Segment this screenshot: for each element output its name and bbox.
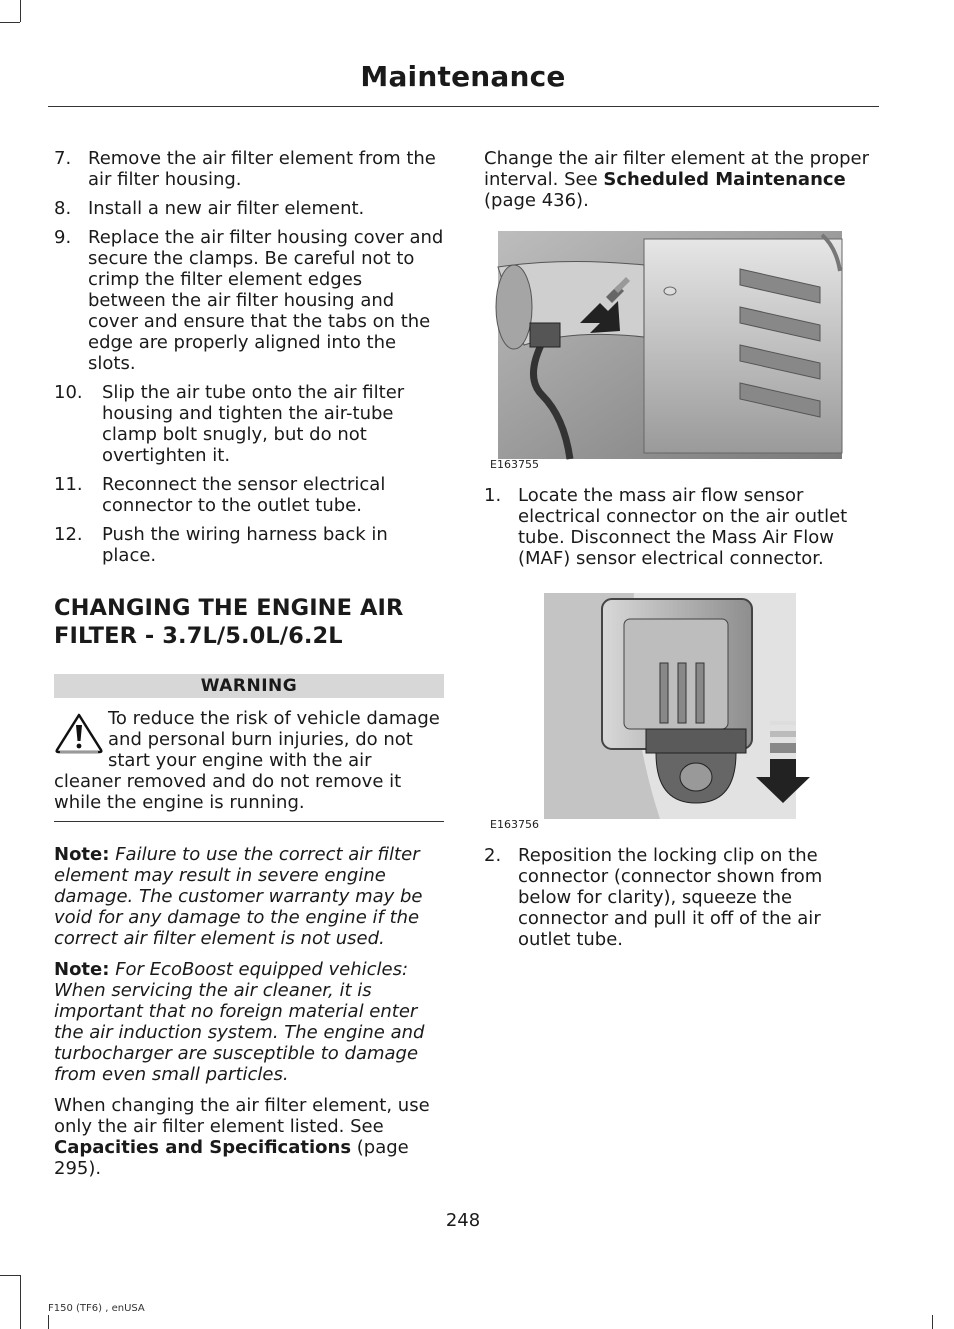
right-column <box>484 148 876 958</box>
step-number: 1. <box>484 485 502 506</box>
note-label: Note: <box>54 959 110 980</box>
paragraph-text: When changing the air filter element, use only the air filter element listed. See <box>54 1095 430 1137</box>
crop-mark <box>0 22 20 23</box>
step-item <box>484 845 876 950</box>
step-item <box>54 382 444 466</box>
crop-mark <box>20 1275 21 1329</box>
crop-mark <box>48 1315 49 1329</box>
step-item <box>54 227 444 374</box>
paragraph-text: (page 436). <box>484 190 589 211</box>
maf-connector-illustration <box>484 589 876 825</box>
paragraph-text: Change the air filter element at the proper interval. See <box>484 148 870 190</box>
notes <box>54 844 444 1085</box>
step-text: Locate the mass air flow sensor electrical connector on the air outlet tube. Disconnect the Mass Air Flow (MAF) sensor electrical connector. <box>518 485 848 569</box>
figure-maf-connector <box>484 589 876 837</box>
paragraph-text: (page 295). <box>54 1137 409 1179</box>
left-column <box>54 148 444 1189</box>
crop-mark <box>0 1275 20 1276</box>
step-text: Slip the air tube onto the air filter housing and tighten the air-tube clamp bolt snugly, but do not overtighten it. <box>102 382 405 466</box>
step-text: Push the wiring harness back in place. <box>102 524 388 566</box>
step-item <box>54 524 444 566</box>
note-paragraph <box>54 959 444 1085</box>
note-text: For EcoBoost equipped vehicles: When servicing the air cleaner, it is important that no foreign material enter the air induction system. The engine and turbocharger are susceptible to damage from even small particles. <box>54 959 425 1085</box>
cross-reference-link[interactable]: Capacities and Specifications <box>54 1137 352 1158</box>
note-text: Failure to use the correct air filter element may result in severe engine damage. The customer warranty may be void for any damage to the engine if the correct air filter element is not used. <box>54 844 423 949</box>
step-item <box>54 474 444 516</box>
step-text: Reposition the locking clip on the connector (connector shown from below for clarity), squeeze the connector and pull it off of the air outlet tube. <box>518 845 823 950</box>
figure-code: E163756 <box>490 818 539 831</box>
step-number: 12. <box>54 524 83 545</box>
step-number: 11. <box>54 474 83 495</box>
warning-text: To reduce the risk of vehicle damage and personal burn injuries, do not start your engine with the air cleaner removed and do not remove it while the engine is running. <box>54 708 440 813</box>
step-text: Remove the air filter element from the air filter housing. <box>88 148 436 190</box>
interval-paragraph <box>484 148 876 211</box>
figure-air-filter-housing <box>484 227 876 477</box>
section-heading: CHANGING THE ENGINE AIR FILTER - 3.7L/5.0L/6.2L <box>54 595 404 649</box>
step-text: Install a new air filter element. <box>88 198 365 219</box>
page-number: 248 <box>445 1210 481 1231</box>
crop-mark <box>932 1315 933 1329</box>
air-filter-housing-illustration <box>484 227 876 465</box>
step-text: Replace the air filter housing cover and secure the clamps. Be careful not to crimp the filter element edges between the air filter housing and cover and ensure that the tabs on the edge are properly aligned into the slots. <box>88 227 444 374</box>
cross-reference-link[interactable]: Scheduled Maintenance <box>603 169 846 190</box>
note-paragraph <box>54 844 444 949</box>
step-item <box>484 485 876 569</box>
step-number: 8. <box>54 198 72 219</box>
filter-paragraph <box>54 1095 444 1179</box>
step-number: 7. <box>54 148 72 169</box>
warning-label: WARNING <box>54 674 444 698</box>
step-number: 9. <box>54 227 72 248</box>
crop-mark <box>20 0 21 22</box>
note-label: Note: <box>54 844 110 865</box>
step-number: 10. <box>54 382 83 403</box>
footer-text: F150 (TF6) , enUSA <box>48 1303 145 1314</box>
warning-triangle-icon <box>54 712 104 754</box>
title-divider <box>48 106 879 107</box>
step-item <box>54 148 444 190</box>
page-title: Maintenance <box>360 60 566 93</box>
warning-box <box>54 708 444 822</box>
step-text: Reconnect the sensor electrical connector to the outlet tube. <box>102 474 386 516</box>
step-number: 2. <box>484 845 502 866</box>
figure-code: E163755 <box>490 458 539 471</box>
step-item <box>54 198 444 219</box>
